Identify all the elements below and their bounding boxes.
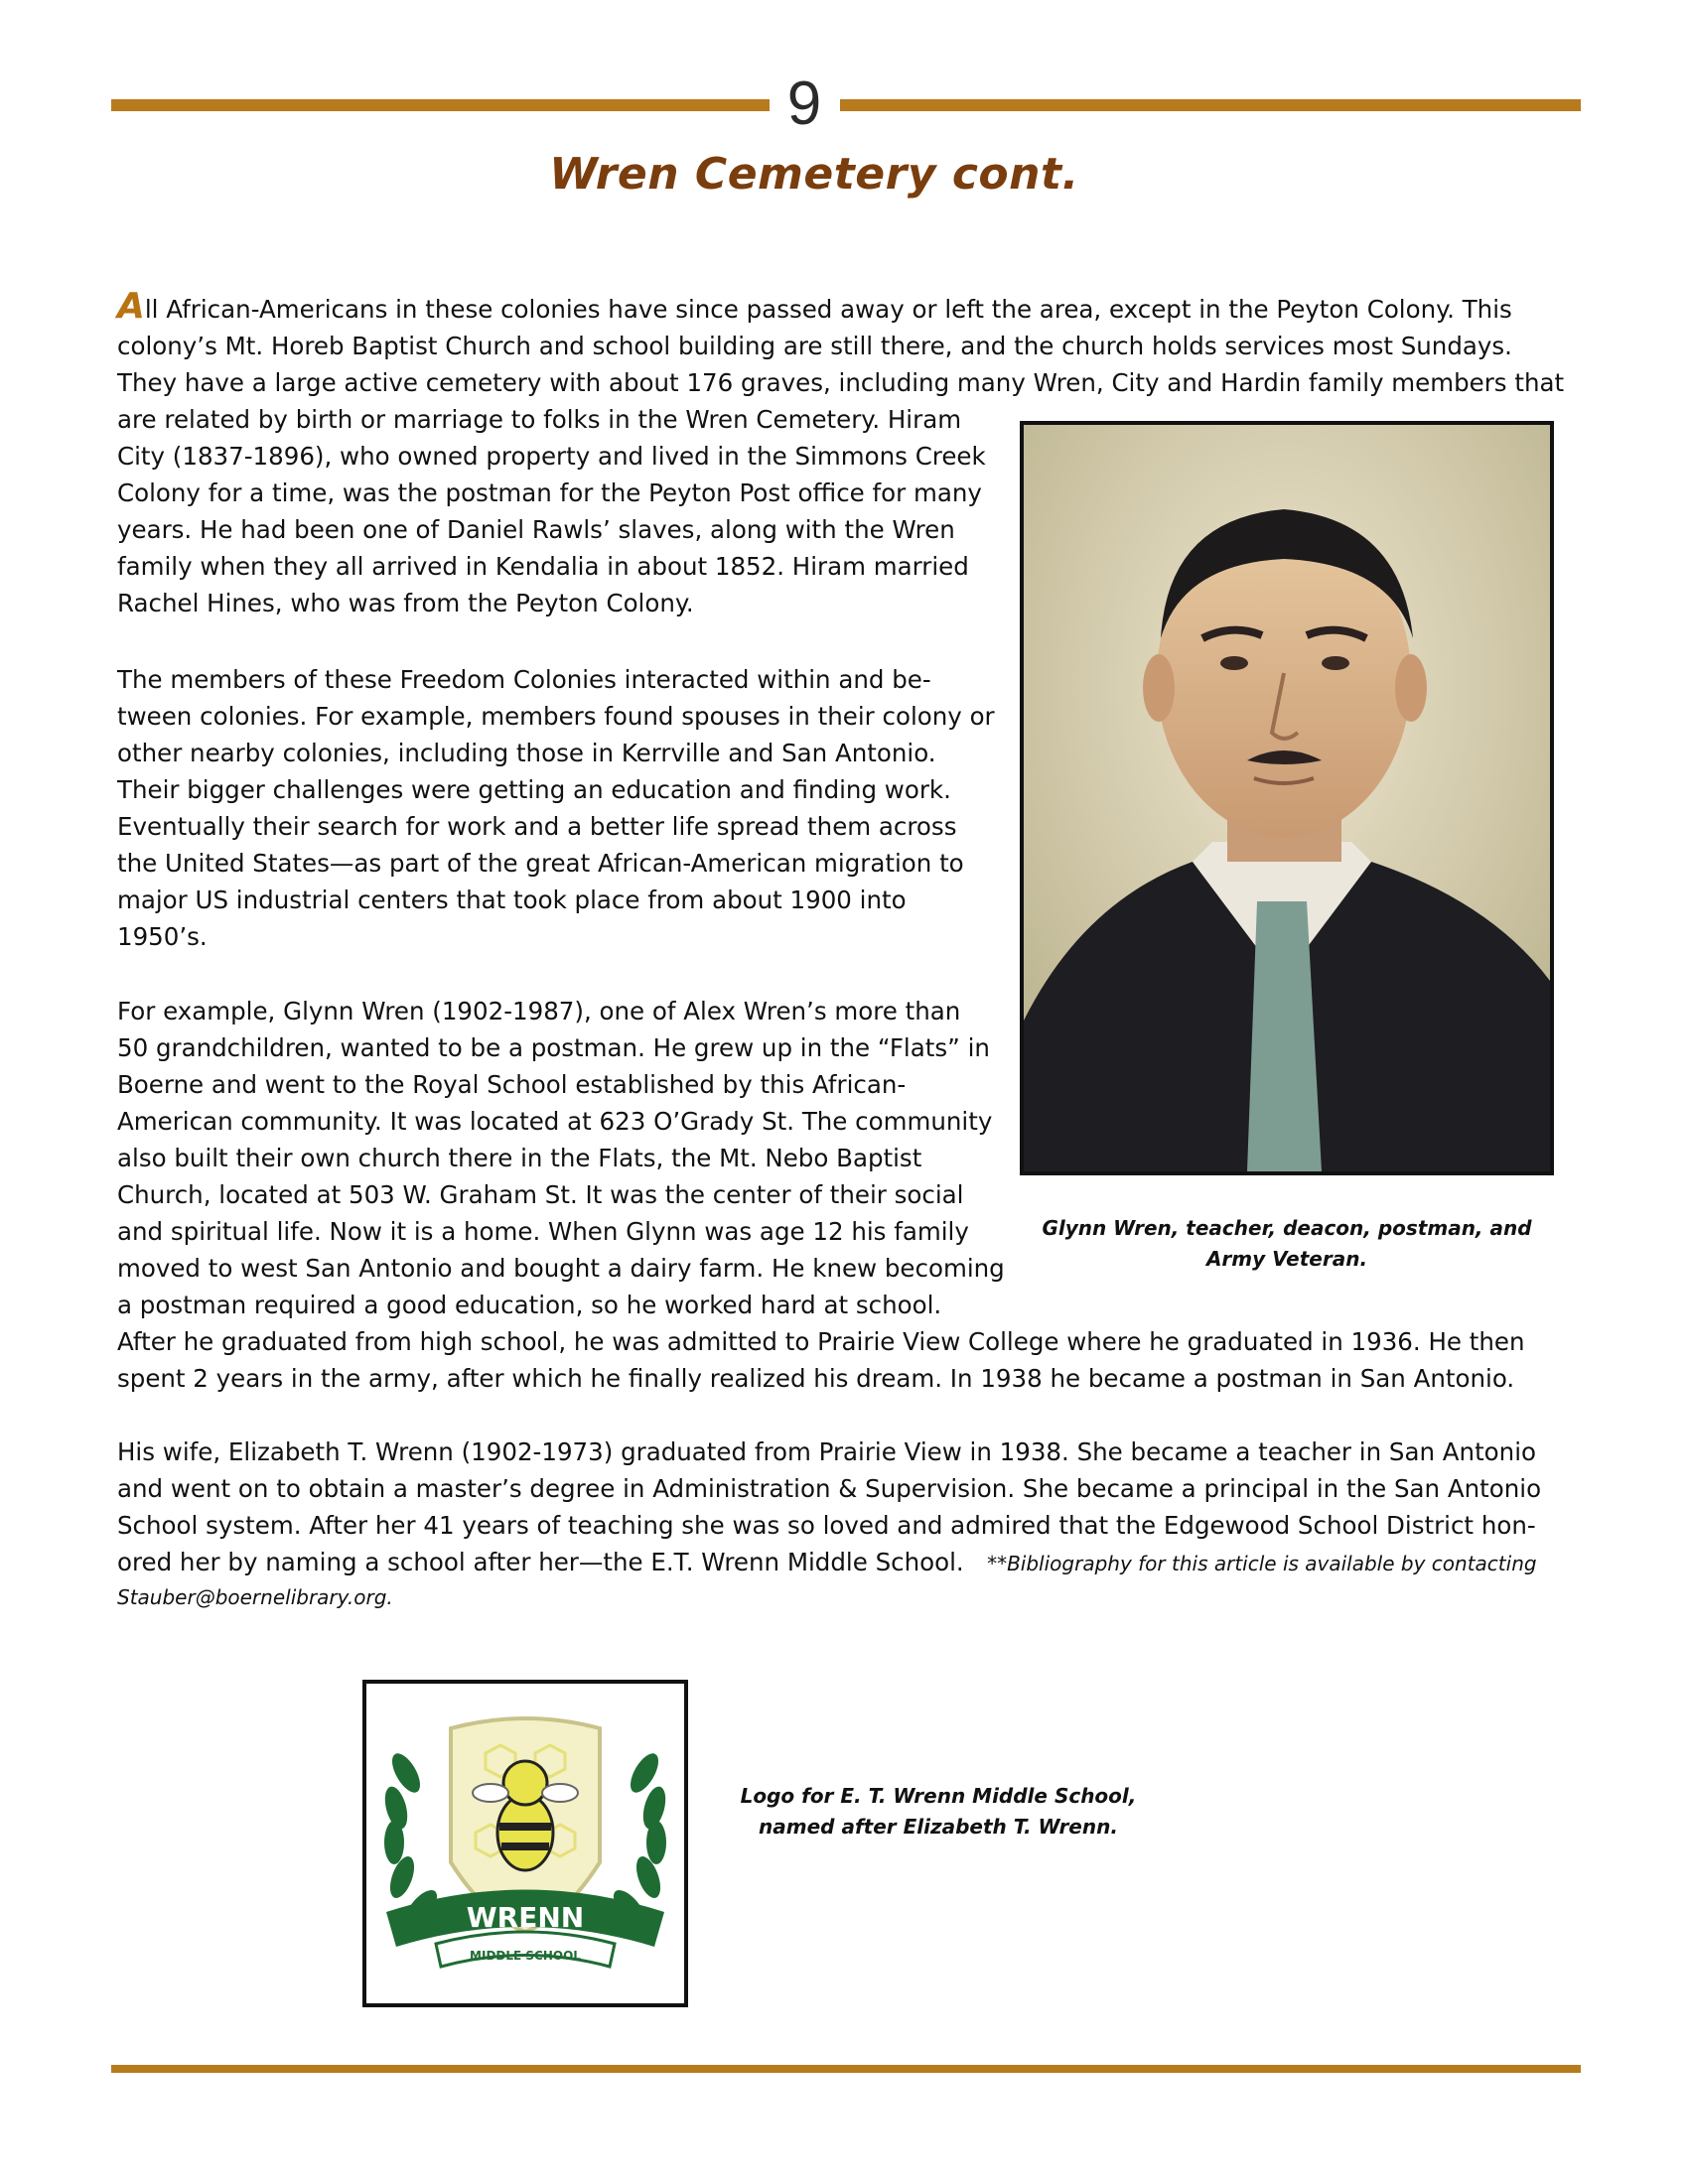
header-rule-right bbox=[840, 99, 1581, 111]
text-line: years. He had been one of Daniel Rawls’ slaves, along with the Wren bbox=[117, 515, 955, 544]
text-line: City (1837-1896), who owned property and lived in the Simmons Creek bbox=[117, 442, 986, 471]
text-line: are related by birth or marriage to folks in the Wren Cemetery. Hiram bbox=[117, 405, 962, 434]
text-line: and went on to obtain a master’s degree in Administration & Supervision. She became a principal in the San Antonio bbox=[117, 1474, 1542, 1503]
logo-sub-text: MIDDLE SCHOOL bbox=[470, 1949, 581, 1963]
text-line: They have a large active cemetery with about 176 graves, including many Wren, City and Hardin family members that bbox=[117, 368, 1565, 397]
text-line: After he graduated from high school, he was admitted to Prairie View College where he graduated in 1936. He then bbox=[117, 1327, 1525, 1356]
text-line: School system. After her 41 years of teaching she was so loved and admired that the Edgewood School District hon- bbox=[117, 1511, 1536, 1540]
photo-caption-line-2: Army Veteran. bbox=[1205, 1247, 1368, 1271]
text-line: For example, Glynn Wren (1902-1987), one of Alex Wren’s more than bbox=[117, 997, 961, 1025]
text-line: 50 grandchildren, wanted to be a postman. He grew up in the “Flats” in bbox=[117, 1033, 990, 1062]
text-line: the United States—as part of the great African-American migration to bbox=[117, 849, 964, 878]
text-line: spent 2 years in the army, after which he finally realized his dream. In 1938 he became a postman in San Antonio. bbox=[117, 1364, 1515, 1393]
text-line: a postman required a good education, so he worked hard at school. bbox=[117, 1291, 942, 1319]
portrait-photo bbox=[1020, 421, 1554, 1175]
text-line: Church, located at 503 W. Graham St. It was the center of their social bbox=[117, 1180, 964, 1209]
wrenn-logo-image bbox=[366, 1684, 684, 2003]
bibliography-email: Stauber@boernelibrary.org. bbox=[117, 1585, 393, 1609]
text-line: other nearby colonies, including those in Kerrville and San Antonio. bbox=[117, 739, 936, 767]
photo-caption bbox=[1020, 1213, 1554, 1275]
photo-caption-line-1: Glynn Wren, teacher, deacon, postman, and bbox=[1042, 1216, 1532, 1240]
text-line: family when they all arrived in Kendalia in about 1852. Hiram married bbox=[117, 552, 969, 581]
text-line: Their bigger challenges were getting an education and finding work. bbox=[117, 775, 951, 804]
paragraph-2 bbox=[117, 661, 995, 955]
text-line: Boerne and went to the Royal School established by this African- bbox=[117, 1070, 907, 1099]
logo-caption-line-1: Logo for E. T. Wrenn Middle School, bbox=[740, 1784, 1137, 1808]
text-line: His wife, Elizabeth T. Wrenn (1902-1973) graduated from Prairie View in 1938. She became a teacher in San Antonio bbox=[117, 1437, 1536, 1466]
header-rule-left bbox=[111, 99, 770, 111]
logo-banner-text: WRENN bbox=[466, 1901, 585, 1934]
text-line: 1950’s. bbox=[117, 922, 208, 951]
paragraph-4-last-line: ored her by naming a school after her—the E.T. Wrenn Middle School. **Bibliography for this article is available by contacting bbox=[117, 1548, 1537, 1576]
paragraph-1-line-1: All African-Americans in these colonies have since passed away or left the area, except in the Peyton Colony. This bbox=[117, 286, 1512, 327]
bibliography-note: **Bibliography for this article is available by contacting bbox=[987, 1552, 1537, 1575]
text-line: colony’s Mt. Horeb Baptist Church and school building are still there, and the church holds services most Sundays. bbox=[117, 332, 1512, 360]
page-title: Wren Cemetery cont. bbox=[549, 149, 1079, 200]
text-line: major US industrial centers that took place from about 1900 into bbox=[117, 886, 907, 914]
text-line: also built their own church there in the Flats, the Mt. Nebo Baptist bbox=[117, 1144, 922, 1172]
page-number: 9 bbox=[786, 69, 822, 138]
portrait-image bbox=[1024, 425, 1550, 1171]
school-logo bbox=[362, 1680, 688, 2007]
text-line: Colony for a time, was the postman for the Peyton Post office for many bbox=[117, 478, 982, 507]
text-line: and spiritual life. Now it is a home. When Glynn was age 12 his family bbox=[117, 1217, 969, 1246]
logo-caption-line-2: named after Elizabeth T. Wrenn. bbox=[759, 1815, 1118, 1839]
text-line: tween colonies. For example, members found spouses in their colony or bbox=[117, 702, 995, 731]
text-line: moved to west San Antonio and bought a dairy farm. He knew becoming bbox=[117, 1254, 1005, 1283]
drop-cap: A bbox=[117, 286, 145, 327]
footer-rule bbox=[111, 2065, 1581, 2073]
paragraph-4 bbox=[117, 1433, 1541, 1612]
text-line: The members of these Freedom Colonies interacted within and be- bbox=[117, 665, 931, 694]
text-line: American community. It was located at 623 O’Grady St. The community bbox=[117, 1107, 993, 1136]
logo-caption bbox=[740, 1781, 1137, 1843]
text-line: Eventually their search for work and a better life spread them across bbox=[117, 812, 957, 841]
text-line: Rachel Hines, who was from the Peyton Colony. bbox=[117, 589, 694, 617]
